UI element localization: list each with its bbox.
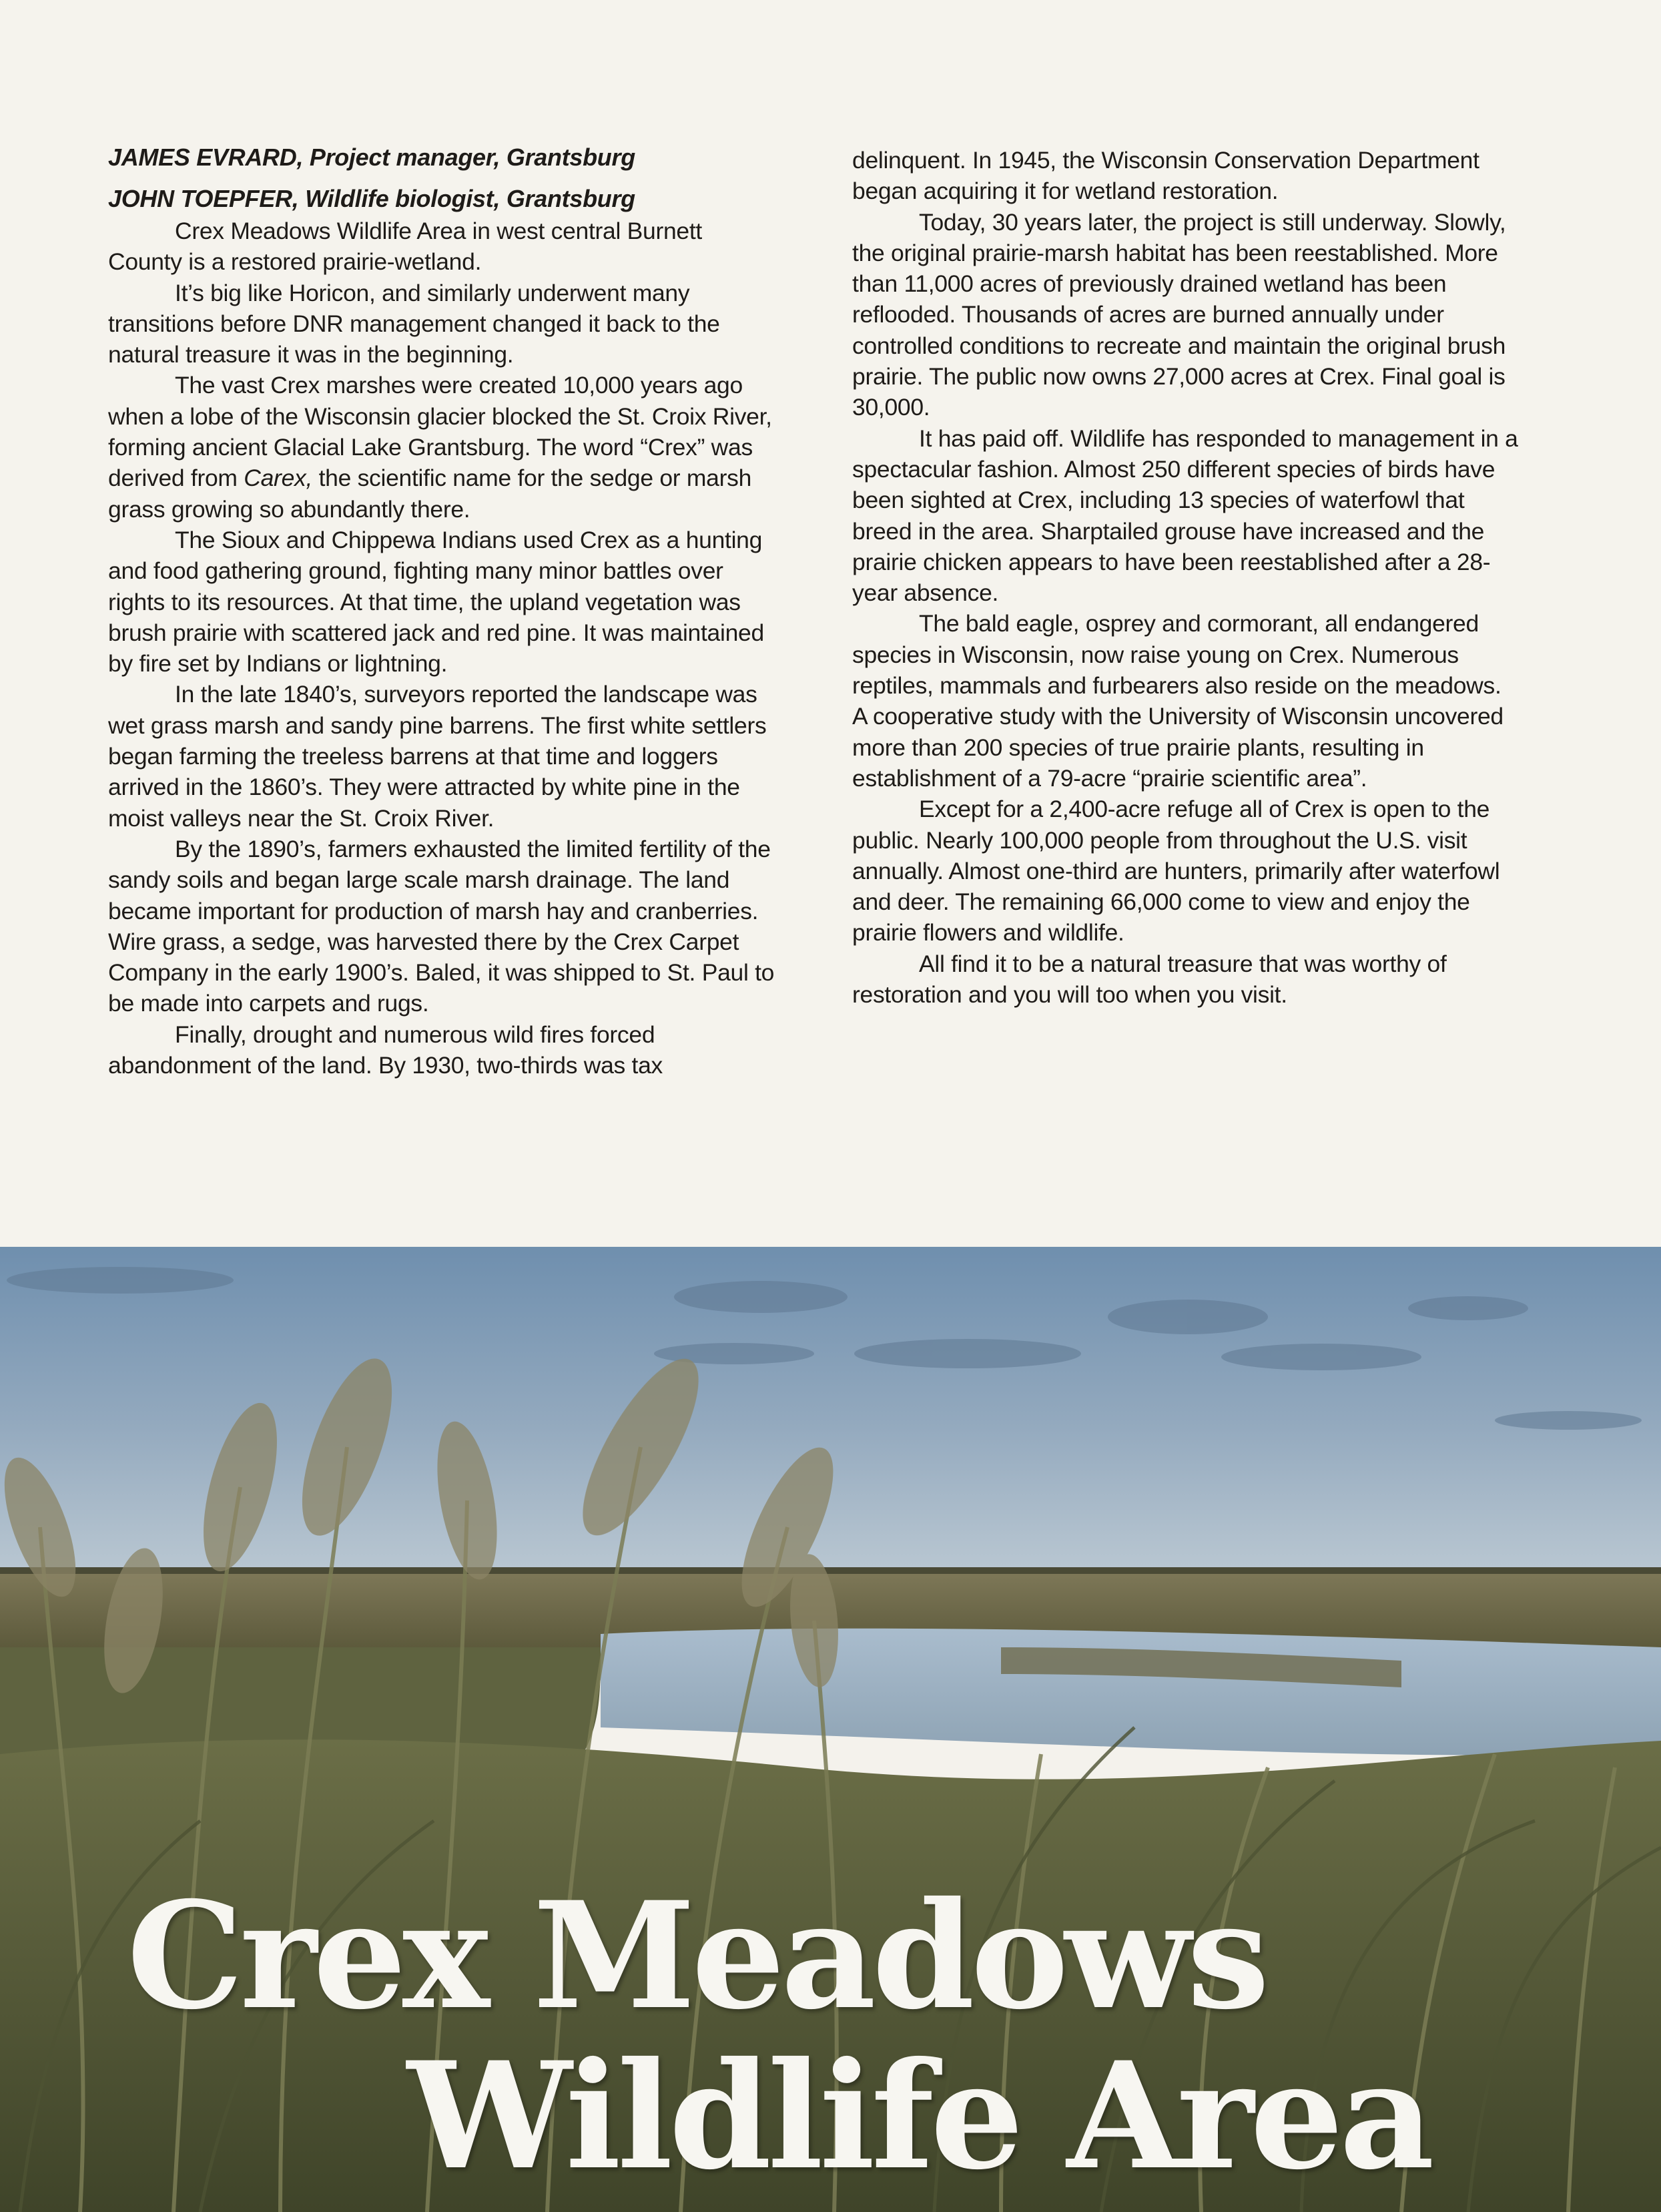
paragraph: In the late 1840’s, surveyors reported the landscape was wet grass marsh and sandy pine barrens. The first white settlers began farming the treeless barrens at that time and loggers arrived in the 1860’s. They were attracted by white pine in the moist valleys near the St. Croix River.: [108, 681, 767, 832]
paragraph: The bald eagle, osprey and cormorant, all endangered species in Wisconsin, now raise young on Crex. Numerous reptiles, mammals and furbearers also reside on the meadows. A cooperative study with the University of Wisconsin uncovered more than 200 species of true prairie plants, resulting in establishment of a 79-acre “prairie scientific area”.: [852, 610, 1504, 792]
byline-author-1: JAMES EVRARD, Project manager, Grantsburg: [108, 144, 635, 171]
paragraph-text: The vast Crex marshes were created 10,000 years ago when a lobe of the Wisconsin glacier blocked the St. Croix River, forming ancient Glacial Lake Grantsburg. The word “Crex” was derived from: [108, 372, 772, 492]
left-column: [108, 137, 775, 1081]
paragraph: Except for a 2,400-acre refuge all of Crex is open to the public. Nearly 100,000 people from throughout the U.S. visit annually. Almost one-third are hunters, primarily after waterfowl and deer. The remaining 66,000 come to view and enjoy the prairie flowers and wildlife.: [852, 796, 1500, 946]
paragraph: All find it to be a natural treasure that was worthy of restoration and you will too when you visit.: [852, 950, 1447, 1009]
paragraph: It’s big like Horicon, and similarly underwent many transitions before DNR management changed it back to the natural treasure it was in the beginning.: [108, 279, 720, 368]
paragraph: By the 1890’s, farmers exhausted the limited fertility of the sandy soils and began large scale marsh drainage. The land became important for production of marsh hay and cranberries. Wire grass, a sedge, was harvested there by the Crex Carpet Company in the early 1900’s. Baled, it was shipped to St. Paul to be made into carpets and rugs.: [108, 835, 775, 1017]
right-column: [852, 145, 1520, 1010]
paragraph: Finally, drought and numerous wild fires forced abandonment of the land. By 1930, two-thirds was tax: [108, 1021, 663, 1079]
paragraph: The Sioux and Chippewa Indians used Crex as a hunting and food gathering ground, fighting many minor battles over rights to its resources. At that time, the upland vegetation was brush prairie with scattered jack and red pine. It was maintained by fire set by Indians or lightning.: [108, 526, 764, 677]
paragraph: It has paid off. Wildlife has responded to management in a spectacular fashion. Almost 250 different species of birds have been sighted at Crex, including 13 species of waterfowl that breed in the area. Sharptailed grouse have increased and the prairie chicken appears to have been reestablished after a 28-year absence.: [852, 425, 1518, 607]
headline-line-1: Crex Meadows: [127, 1869, 1266, 2042]
paragraph: Today, 30 years later, the project is still underway. Slowly, the original prairie-marsh habitat has been reestablished. More than 11,000 acres of previously drained wetland has been reflooded. Thousands of acres are burned annually under controlled conditions to recreate and maintain the original brush prairie. The public now owns 27,000 acres at Crex. Final goal is 30,000.: [852, 208, 1506, 421]
paragraph: [108, 370, 775, 524]
paragraph: delinquent. In 1945, the Wisconsin Conservation Department began acquiring it for wetland restoration.: [852, 147, 1479, 205]
byline-author-2: JOHN TOEPFER, Wildlife biologist, Grantsburg: [108, 185, 635, 212]
paragraph-text: the scientific name for the sedge or marsh grass growing so abundantly there.: [108, 465, 752, 523]
headline-line-2: Wildlife Area: [407, 2029, 1431, 2202]
paragraph: Crex Meadows Wildlife Area in west central Burnett County is a restored prairie-wetland.: [108, 218, 702, 276]
far-tree-line: [0, 1567, 1661, 1574]
paragraph-italic-term: Carex,: [244, 465, 313, 492]
